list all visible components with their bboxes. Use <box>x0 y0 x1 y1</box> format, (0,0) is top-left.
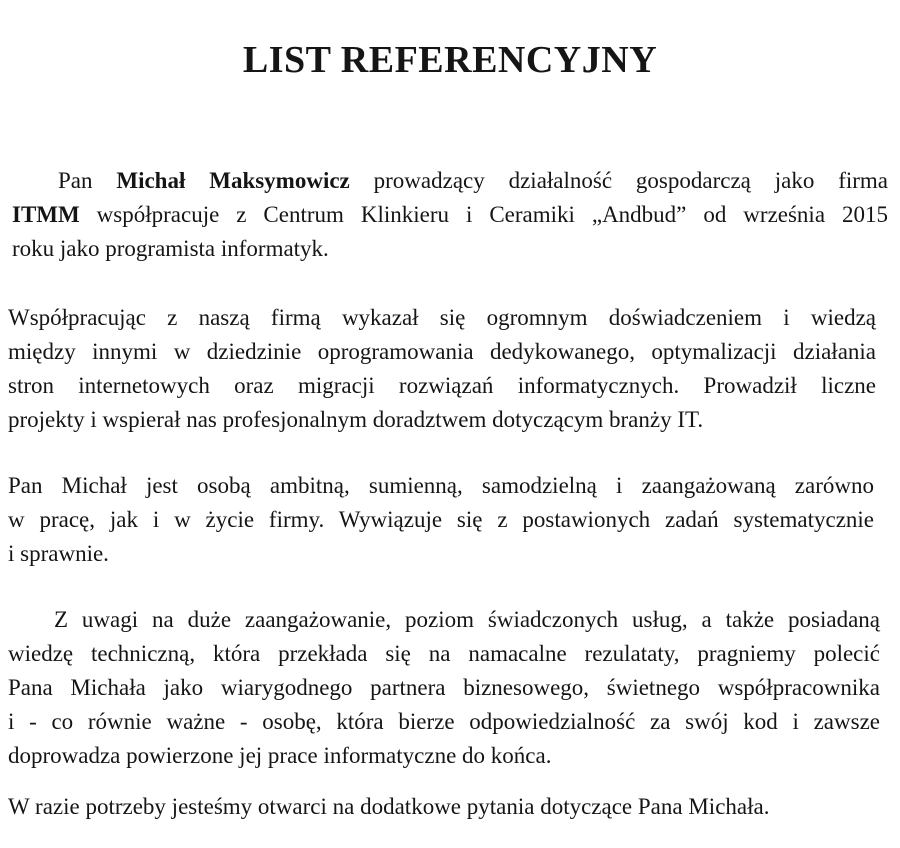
text-run: współpracuje z Centrum Klinkieru i Ceramiki „Andbud” od września 2015 <box>79 202 888 227</box>
paragraph-recommendation <box>8 603 880 773</box>
company-name: ITMM <box>12 202 80 227</box>
paragraph-line: Pan Michał jest osobą ambitną, sumienną, samodzielną i zaangażowaną zarówno <box>8 473 874 498</box>
person-name: Michał Maksymowicz <box>116 168 350 193</box>
paragraph-line: stron internetowych oraz migracji rozwiązań informatycznych. Prowadził liczne <box>8 373 876 398</box>
paragraph-line: w pracę, jak i w życie firmy. Wywiązuje się z postawionych zadań systematycznie <box>8 507 874 532</box>
paragraph-line: wiedzę techniczną, która przekłada się na namacalne rezulataty, pragniemy polecić <box>8 641 880 666</box>
letter-title: LIST REFERENCYJNY <box>242 39 658 81</box>
paragraph-line: i - co równie ważne - osobę, która bierze odpowiedzialność za swój kod i zawsze <box>8 709 880 734</box>
paragraph-line: projekty i wspierał nas profesjonalnym doradztwem dotyczącym branży IT. <box>8 407 704 432</box>
paragraph-introduction <box>12 164 888 266</box>
paragraph-line: Z uwagi na duże zaangażowanie, poziom świadczonych usług, a także posiadaną <box>54 607 880 632</box>
text-run: Pan <box>58 168 117 193</box>
paragraph-line: Współpracując z naszą firmą wykazał się ogromnym doświadczeniem i wiedzą <box>8 305 876 330</box>
paragraph-line <box>12 198 888 232</box>
paragraph-line: W razie potrzeby jesteśmy otwarci na dodatkowe pytania dotyczące Pana Michała. <box>8 794 770 819</box>
paragraph-line: między innymi w dziedzinie oprogramowania dedykowanego, optymalizacji działania <box>8 339 876 364</box>
paragraph-line: i sprawnie. <box>8 541 109 566</box>
paragraph-personality <box>8 469 874 571</box>
paragraph-line: roku jako programista informatyk. <box>12 236 329 261</box>
text-run: prowadzący działalność gospodarczą jako firma <box>349 168 889 193</box>
paragraph-line: Pana Michała jako wiarygodnego partnera biznesowego, świetnego współpracownika <box>8 675 880 700</box>
paragraph-closing <box>8 790 886 824</box>
paragraph-line: doprowadza powierzone jej prace informatyczne do końca. <box>8 743 552 768</box>
paragraph-line <box>12 164 888 198</box>
paragraph-experience <box>8 301 876 437</box>
